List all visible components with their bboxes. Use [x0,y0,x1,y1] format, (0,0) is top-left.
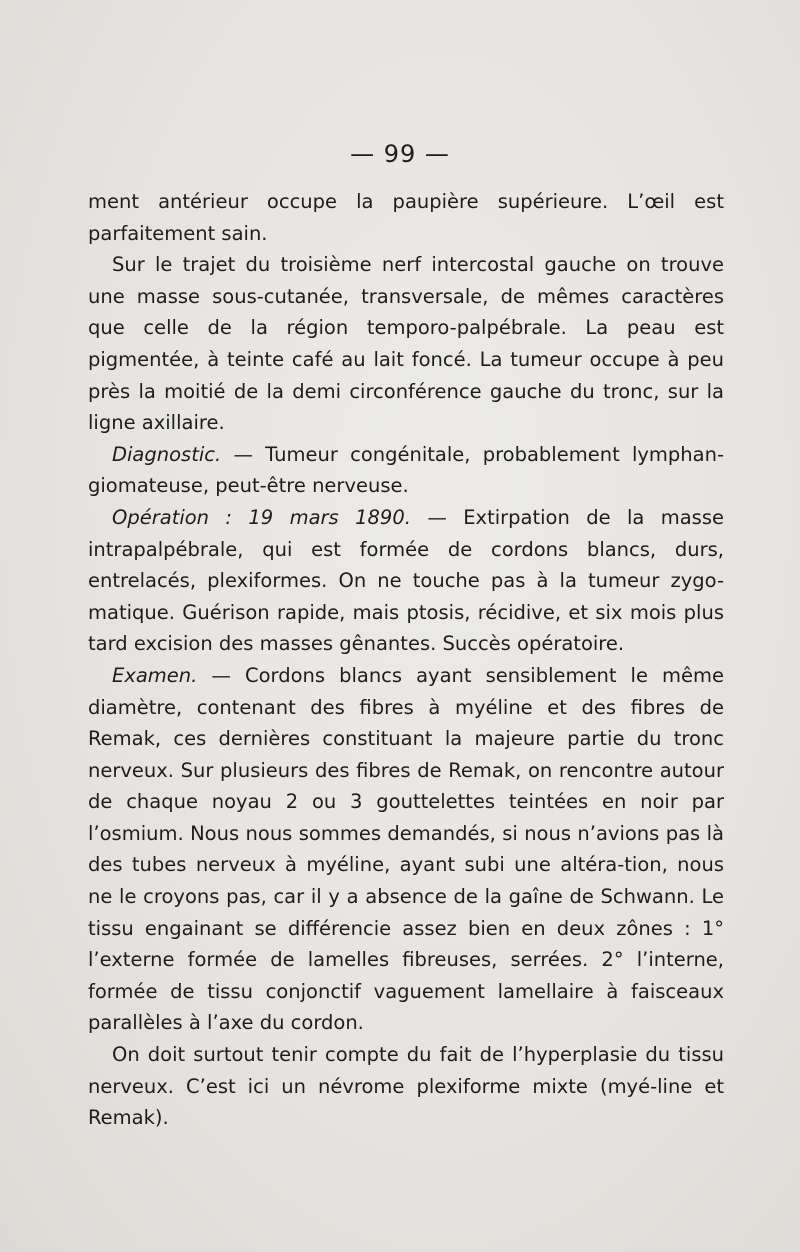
paragraph-text: — Tumeur congénitale, probablement lymphan-giomateuse, peut-être nerveuse. [88,442,724,498]
paragraph-examen [88,660,724,1039]
paragraph-diagnostic [88,439,724,502]
paragraph-text: — Cordons blancs ayant sensiblement le même diamètre, contenant des fibres à myéline et des fibres de Remak, ces dernières constituant la majeure partie du tronc nerveux. Sur plusieurs des fibres de Remak, on rencontre autour de chaque noyau 2 ou 3 gouttelettes teintées en noir par l’osmium. Nous nous sommes demandés, si nous n’avions pas là des tubes nerveux à myéline, ayant subi une altéra-tion, nous ne le croyons pas, car il y a absence de la gaîne de Schwann. Le tissu engainant se différencie assez bien en deux zônes : 1° l’externe formée de lamelles fibreuses, serrées. 2° l’interne, formée de tissu conjonctif vaguement lamellaire à faisceaux parallèles à l’axe du cordon. [88,663,724,1035]
page-number: — 99 — [350,140,450,168]
paragraph-observation [88,249,724,439]
section-label-diagnostic: Diagnostic. [112,442,222,466]
paragraph-operation [88,502,724,660]
section-label-operation: Opération : 19 mars 1890. [112,505,411,529]
paragraph-text: On doit surtout tenir compte du fait de l’hyperplasie du tissu nerveux. C’est ici un névrome plexiforme mixte (myé-line et Remak). [88,1043,724,1130]
paragraph-text: — Extirpation de la masse intrapalpébrale, qui est formée de cordons blancs, durs, entrelacés, plexiformes. On ne touche pas à la tumeur zygo-matique. Guérison rapide, mais ptosis, récidive, et six mois plus tard excision des masses gênantes. Succès opératoire. [88,505,725,656]
paragraph-continuation [88,186,724,249]
paragraph-text: ment antérieur occupe la paupière supérieure. L’œil est parfaitement sain. [88,190,724,245]
paragraph-conclusion [88,1039,724,1134]
section-label-examen: Examen. [112,663,198,687]
body-text [88,186,724,1134]
paragraph-text: Sur le trajet du troisième nerf intercostal gauche on trouve une masse sous-cutanée, transversale, de mêmes caractères que celle de la région temporo-palpébrale. La peau est pigmentée, à teinte café au lait foncé. La tumeur occupe à peu près la moitié de la demi circonférence gauche du tronc, sur la ligne axillaire. [88,253,724,435]
